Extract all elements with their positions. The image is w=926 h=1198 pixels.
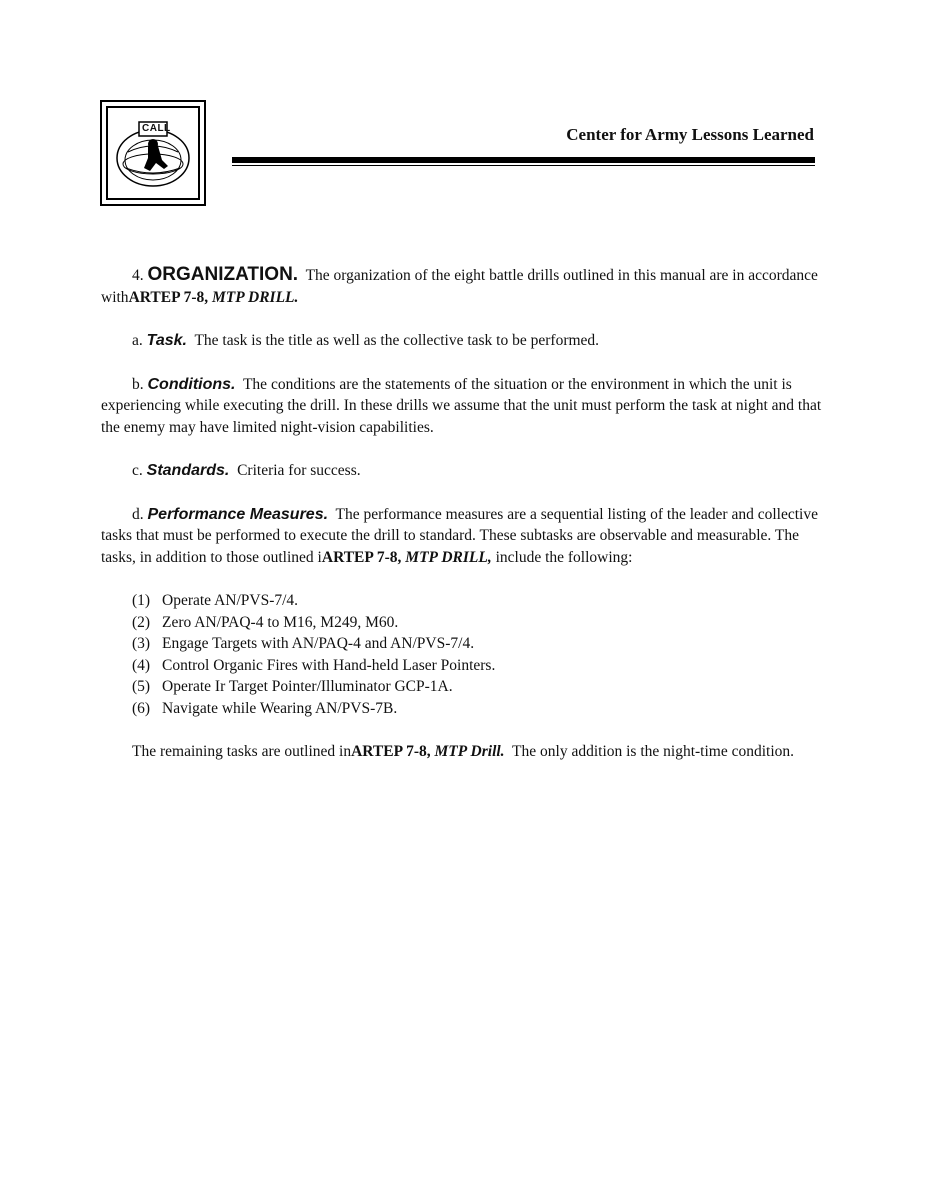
list-item xyxy=(132,676,837,698)
subsection-heading: Conditions. xyxy=(147,375,236,393)
subsection-letter: c. xyxy=(132,462,143,479)
section-heading: ORGANIZATION. xyxy=(147,264,299,285)
paragraph-text: The organization of the eight battle drills outlined in this manual are in accordance with xyxy=(101,267,818,306)
reference-bold: ARTEP 7-8, xyxy=(351,743,431,760)
call-emblem-graphic xyxy=(108,108,198,198)
list-item-number: (6) xyxy=(132,699,151,717)
reference-bold: ARTEP 7-8, xyxy=(128,288,209,306)
subsection-heading: Performance Measures. xyxy=(147,505,329,523)
subsection-heading: Standards. xyxy=(146,462,230,479)
paragraph-tail: include the following: xyxy=(495,548,633,566)
reference-italic: MTP Drill. xyxy=(434,743,505,760)
list-item-number: (5) xyxy=(132,678,151,695)
paragraph-text: The remaining tasks are outlined in xyxy=(132,743,352,760)
reference-italic: MTP DRILL. xyxy=(211,288,299,306)
subsection-letter: b. xyxy=(132,375,144,393)
subsection-heading: Task. xyxy=(146,332,187,349)
header-rule-thin xyxy=(232,165,815,166)
paragraph-remaining-tasks xyxy=(101,741,837,763)
paragraph-text: Criteria for success. xyxy=(237,462,361,479)
paragraph-text: The task is the title as well as the collective task to be performed. xyxy=(194,332,600,349)
list-item-number: (3) xyxy=(132,635,151,652)
paragraph-organization xyxy=(101,264,837,308)
call-logo-emblem xyxy=(106,106,200,200)
paragraph-conditions xyxy=(101,374,837,439)
subsection-letter: a. xyxy=(132,332,143,349)
paragraph-standards xyxy=(101,460,837,482)
list-item xyxy=(132,633,837,655)
reference-bold: ARTEP 7-8, xyxy=(321,548,402,566)
list-item-number: (1) xyxy=(132,592,151,609)
paragraph-tail: The only addition is the night-time condition. xyxy=(512,743,795,760)
call-logo xyxy=(100,100,206,206)
paragraph-task xyxy=(101,330,837,352)
list-item-number: (4) xyxy=(132,656,151,674)
list-item-text: Zero AN/PAQ-4 to M16, M249, M60. xyxy=(162,613,399,631)
subsection-letter: d. xyxy=(132,505,144,523)
list-item-number: (2) xyxy=(132,613,151,631)
list-item-text: Navigate while Wearing AN/PVS-7B. xyxy=(162,699,398,717)
list-item-text: Operate AN/PVS-7/4. xyxy=(162,592,299,609)
list-item-text: Operate Ir Target Pointer/Illuminator GCP-1A. xyxy=(162,678,453,695)
section-number: 4. xyxy=(132,267,144,284)
list-item xyxy=(132,655,837,677)
reference-italic: MTP DRILL, xyxy=(405,548,492,566)
paragraph-performance-measures xyxy=(101,504,837,569)
list-item xyxy=(132,612,837,634)
list-item xyxy=(132,590,837,612)
paragraph-text: The performance measures are a sequential listing of the leader and collective tasks that must be performed to execute the drill to standard. These subtasks are observable and measurable. The tasks, in addition to those outlined i xyxy=(101,505,818,566)
task-list xyxy=(101,590,837,719)
list-item xyxy=(132,698,837,720)
document-body xyxy=(101,264,837,785)
header-rule xyxy=(232,157,815,163)
list-item-text: Control Organic Fires with Hand-held Laser Pointers. xyxy=(162,656,496,674)
list-item-text: Engage Targets with AN/PAQ-4 and AN/PVS-7/4. xyxy=(162,635,475,652)
paragraph-text: The conditions are the statements of the situation or the environment in which the unit is experiencing while executing the drill. In these drills we assume that the unit must perform the task at night and that the enemy may have limited night-vision capabilities. xyxy=(101,375,822,436)
call-logo-text: CALL xyxy=(142,123,171,134)
header-title: Center for Army Lessons Learned xyxy=(566,125,814,144)
